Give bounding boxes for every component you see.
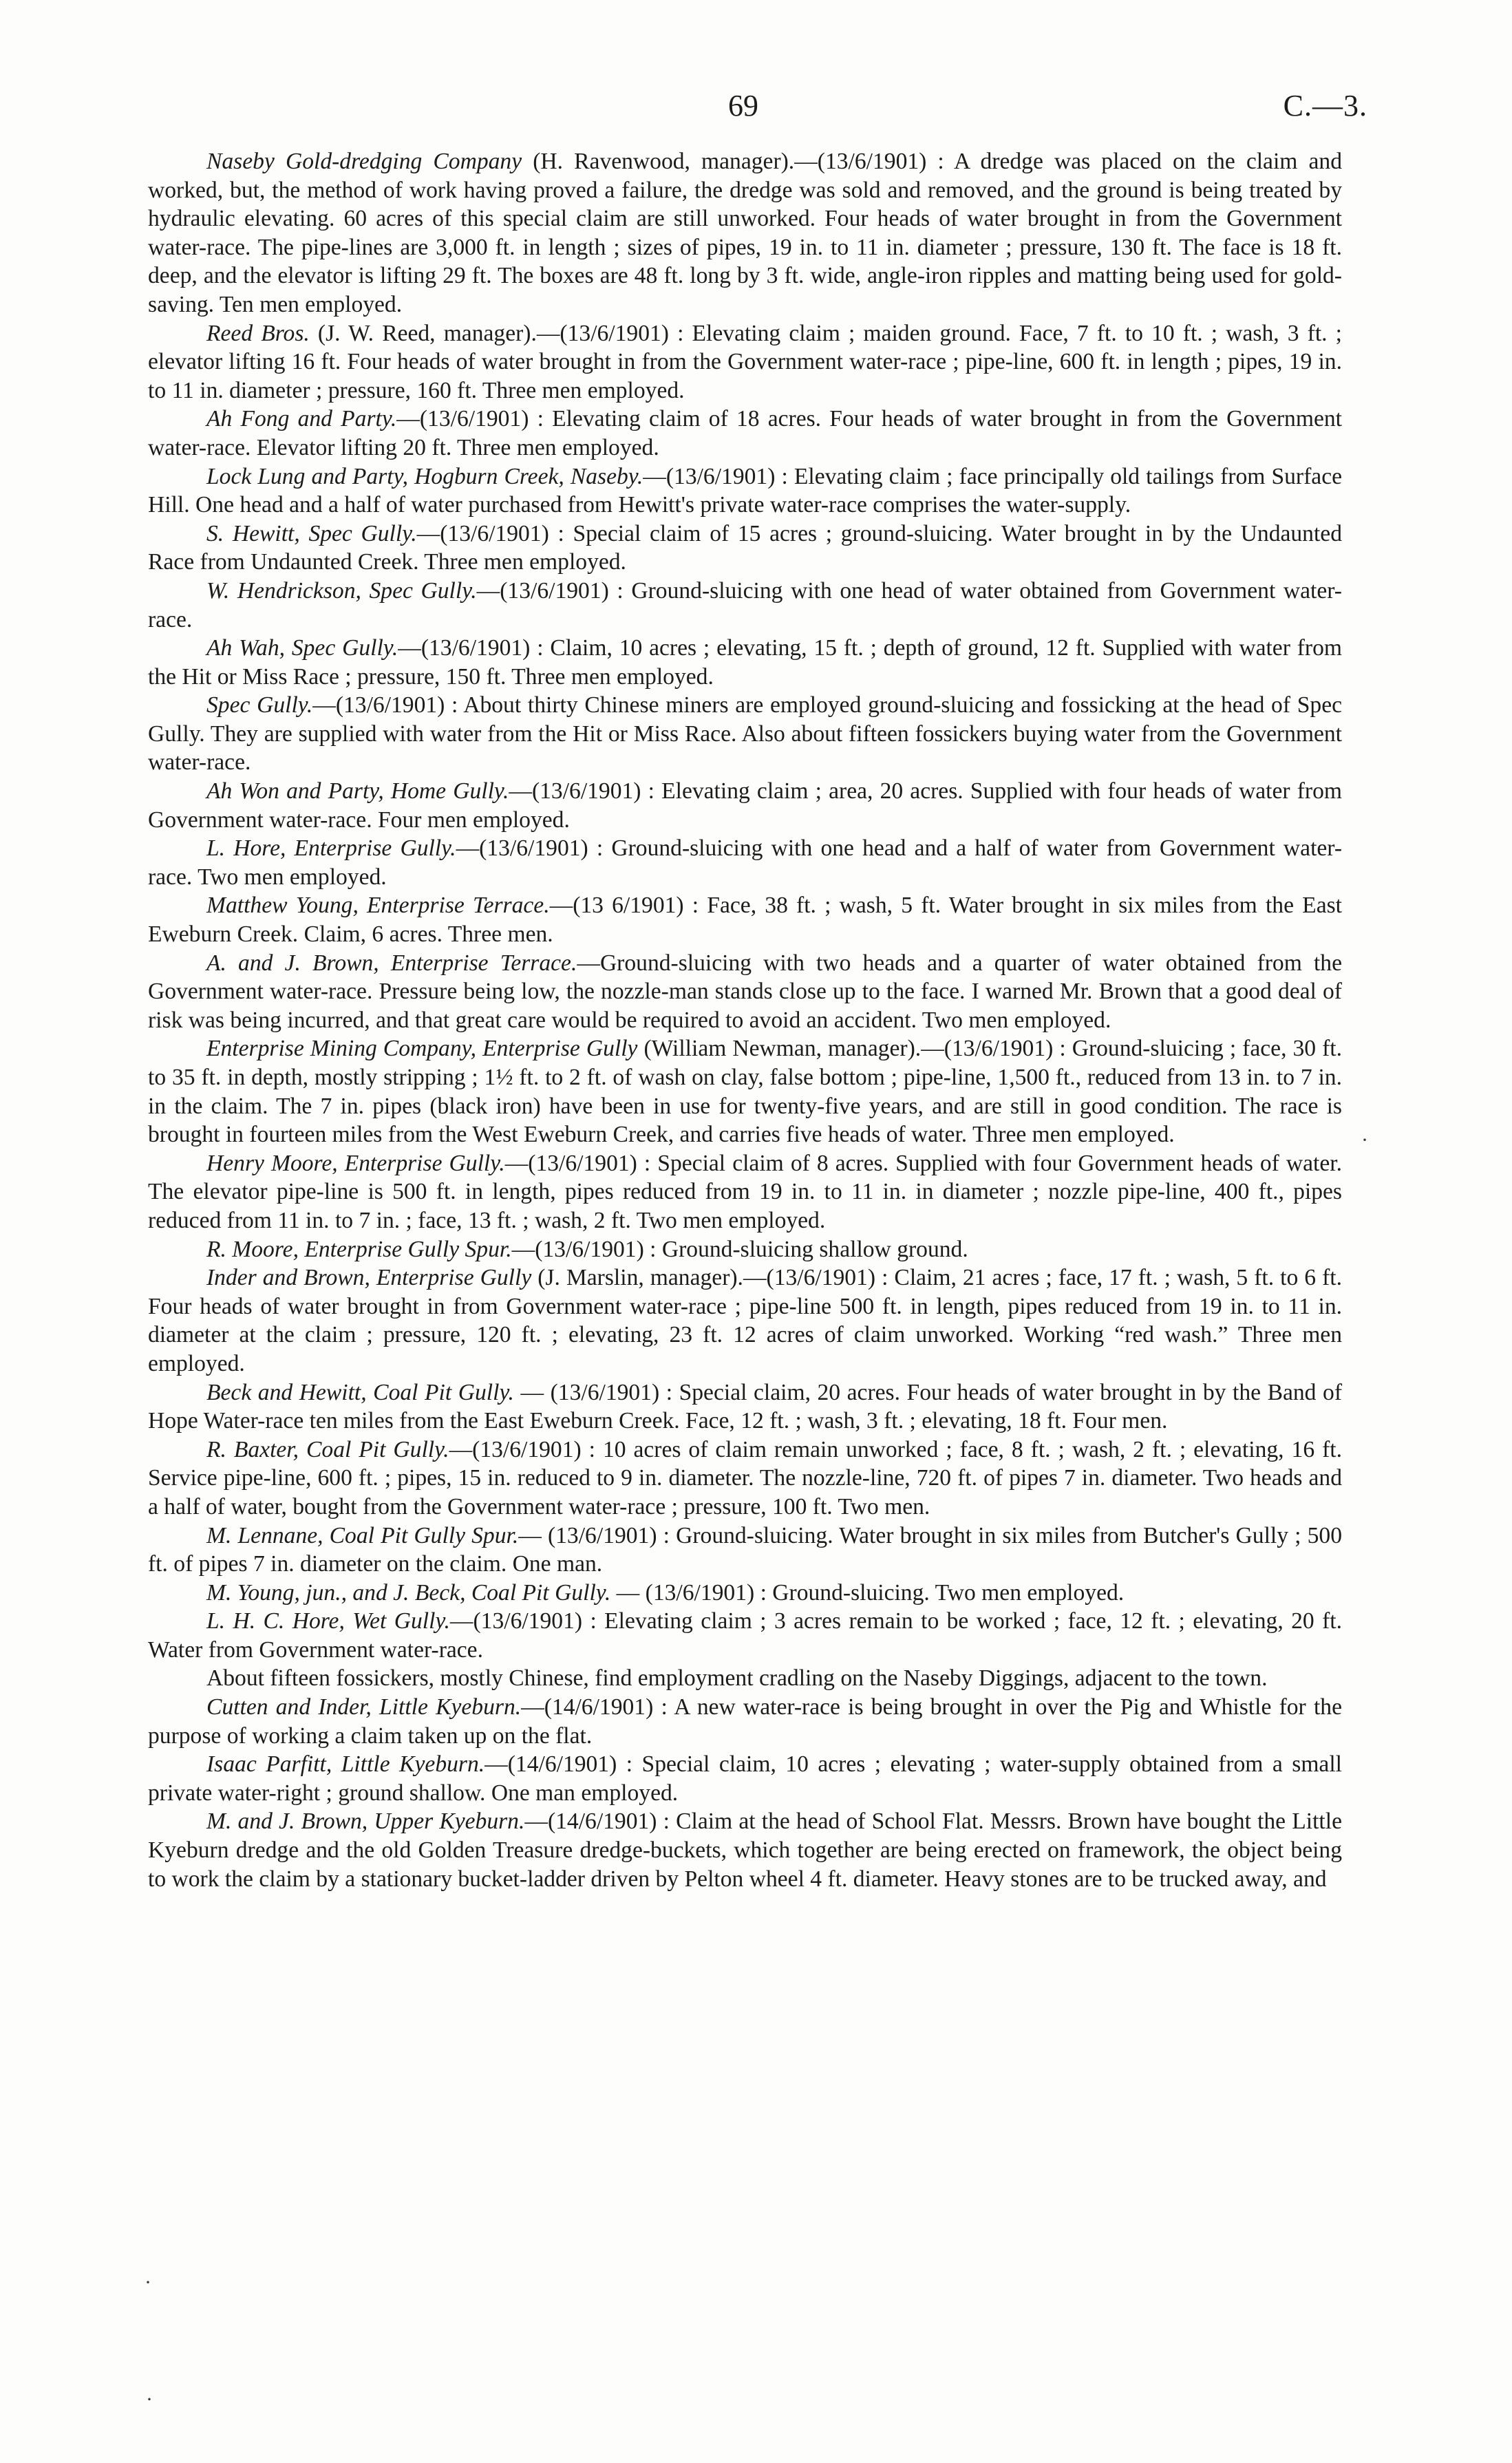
paragraph	[148, 777, 1342, 834]
entry-heading: Isaac Parfitt, Little Kyeburn.	[206, 1751, 485, 1778]
paragraph	[148, 462, 1342, 520]
body-text	[148, 147, 1342, 1893]
entry-heading: M. Lennane, Coal Pit Gully Spur.	[206, 1522, 519, 1548]
entry-heading: Enterprise Mining Company, Enterprise Gully	[206, 1036, 638, 1062]
paragraph	[148, 1664, 1342, 1693]
paragraph	[148, 949, 1342, 1035]
paragraph	[148, 1436, 1342, 1522]
entry-text: —(13/6/1901) : Elevating claim ; face principally old tailings from Surface Hill. One head and a half of water purchased from Hewitt's private water-race comprises the water-supply.	[148, 463, 1342, 518]
entry-text: (J. Marslin, manager).—(13/6/1901) : Claim, 21 acres ; face, 17 ft. ; wash, 5 ft. to 6 ft. Four heads of water brought in from Government water-race ; pipe-line 500 ft. in length, pipes reduced from 19 in. to 11 in. diameter at the claim ; pressure, 120 ft. ; elevating, 23 ft. 12 acres of claim unworked. Working “red wash.” Three men employed.	[148, 1265, 1343, 1376]
paragraph	[148, 147, 1342, 319]
entry-text: —(13/6/1901) : Ground-sluicing with one head and a half of water from Government water-race. Two men employed.	[148, 835, 1342, 890]
scan-speck: ·	[145, 2271, 151, 2294]
paragraph	[148, 1579, 1342, 1608]
entry-text: —(13/6/1901) : Special claim of 15 acres ; ground-sluicing. Water brought in by the Undaunted Race from Undaunted Creek. Three men employed.	[148, 520, 1342, 575]
paragraph	[148, 691, 1342, 777]
entry-heading: Cutten and Inder, Little Kyeburn.	[206, 1694, 522, 1720]
entry-heading: Ah Won and Party, Home Gully.	[206, 778, 509, 804]
entry-heading: Matthew Young, Enterprise Terrace.	[206, 893, 550, 919]
entry-heading: Ah Fong and Party.	[206, 406, 397, 432]
entry-text: — (13/6/1901) : Special claim, 20 acres. Four heads of water brought in by the Band of Hope Water-race ten miles from the East Eweburn Creek. Face, 12 ft. ; wash, 3 ft. ; elevating, 18 ft. Four men.	[148, 1379, 1343, 1434]
paragraph	[148, 319, 1342, 405]
paragraph	[148, 834, 1342, 891]
paragraph	[148, 405, 1342, 462]
entry-heading: Spec Gully.	[206, 692, 313, 718]
scan-speck: ·	[146, 2388, 153, 2411]
paragraph	[148, 1034, 1342, 1149]
entry-heading: L. H. C. Hore, Wet Gully.	[206, 1608, 450, 1634]
document-reference: C.—3.	[1283, 89, 1367, 122]
entry-heading: W. Hendrickson, Spec Gully.	[206, 577, 477, 604]
entry-text: —(13/6/1901) : 10 acres of claim remain unworked ; face, 8 ft. ; wash, 2 ft. ; elevating, 16 ft. Service pipe-line, 600 ft. ; pipes, 15 in. reduced to 9 in. diameter. The nozzle-line, 720 ft. of pipes 7 in. diameter. Two heads and a half of water, bought from the Government water-race ; pressure, 100 ft. Two men.	[148, 1436, 1342, 1520]
entry-text: —(13/6/1901) : Ground-sluicing with one head of water obtained from Government water-race.	[148, 577, 1342, 632]
entry-heading: R. Moore, Enterprise Gully Spur.	[206, 1236, 512, 1262]
entry-text: —(13/6/1901) : About thirty Chinese miners are employed ground-sluicing and fossicking at the head of Spec Gully. They are supplied with water from the Hit or Miss Race. Also about fifteen fossickers buying water from the Government water-race.	[148, 692, 1342, 776]
entry-text: (H. Ravenwood, manager).—(13/6/1901) : A dredge was placed on the claim and worked, but, the method of work having proved a failure, the dredge was sold and removed, and the ground is being treated by hydraulic elevating. 60 acres of this special claim are still unworked. Four heads of water brought in from the Government water-race. The pipe-lines are 3,000 ft. in length ; sizes of pipes, 19 in. to 11 in. diameter ; pressure, 130 ft. The face is 18 ft. deep, and the elevator is lifting 29 ft. The boxes are 48 ft. long by 3 ft. wide, angle-iron ripples and matting being used for gold-saving. Ten men employed.	[148, 149, 1342, 317]
entry-text: —Ground-sluicing with two heads and a quarter of water obtained from the Government water-race. Pressure being low, the nozzle-man stands close up to the face. I warned Mr. Brown that a good deal of risk was being incurred, and that great care would be required to avoid an accident. Two men employed.	[148, 950, 1342, 1033]
entry-heading: L. Hore, Enterprise Gully.	[206, 835, 456, 862]
entry-heading: M. and J. Brown, Upper Kyeburn.	[206, 1809, 525, 1835]
entry-heading: Reed Bros.	[206, 320, 310, 346]
paragraph	[148, 1235, 1342, 1264]
entry-heading: Henry Moore, Enterprise Gully.	[206, 1150, 505, 1176]
entry-text: —(13/6/1901) : Ground-sluicing shallow ground.	[511, 1236, 968, 1262]
entry-text: —(13 6/1901) : Face, 38 ft. ; wash, 5 ft. Water brought in six miles from the East Eweburn Creek. Claim, 6 acres. Three men.	[148, 893, 1342, 948]
entry-heading: Ah Wah, Spec Gully.	[206, 635, 398, 661]
entry-heading: A. and J. Brown, Enterprise Terrace.	[206, 950, 577, 976]
entry-heading: R. Baxter, Coal Pit Gully.	[206, 1436, 449, 1462]
scan-speck: ·	[1361, 1129, 1368, 1151]
entry-text: (J. W. Reed, manager).—(13/6/1901) : Elevating claim ; maiden ground. Face, 7 ft. to 10 ft. ; wash, 3 ft. ; elevator lifting 16 ft. Four heads of water brought in from the Government water-race ; pipe-line, 600 ft. in length ; pipes, 19 in. to 11 in. diameter ; pressure, 160 ft. Three men employed.	[148, 320, 1342, 403]
entry-text: —(14/6/1901) : Claim at the head of School Flat. Messrs. Brown have bought the Little Kyeburn dredge and the old Golden Treasure dredge-buckets, which together are being erected on framework, the object being to work the claim by a stationary bucket-ladder driven by Pelton wheel 4 ft. diameter. Heavy stones are to be trucked away, and	[148, 1809, 1342, 1892]
page-header	[0, 88, 1512, 129]
entry-heading: M. Young, jun., and J. Beck, Coal Pit Gully.	[206, 1579, 611, 1606]
entry-text: —(14/6/1901) : A new water-race is being brought in over the Pig and Whistle for the purpose of working a claim taken up on the flat.	[148, 1694, 1342, 1749]
paragraph	[148, 1750, 1342, 1807]
paragraph	[148, 577, 1342, 634]
paragraph	[148, 1807, 1342, 1893]
entry-text: — (13/6/1901) : Ground-sluicing. Water brought in six miles from Butcher's Gully ; 500 ft. of pipes 7 in. diameter on the claim. One man.	[148, 1522, 1342, 1577]
entry-text: —(13/6/1901) : Claim, 10 acres ; elevating, 15 ft. ; depth of ground, 12 ft. Supplied with water from the Hit or Miss Race ; pressure, 150 ft. Three men employed.	[148, 635, 1343, 690]
entry-text: —(13/6/1901) : Special claim of 8 acres. Supplied with four Government heads of water. The elevator pipe-line is 500 ft. in length, pipes reduced from 19 in. to 11 in. in diameter ; nozzle pipe-line, 400 ft., pipes reduced from 11 in. to 7 in. ; face, 13 ft. ; wash, 2 ft. Two men employed.	[148, 1150, 1343, 1233]
paragraph	[148, 1149, 1342, 1235]
entry-text: About fifteen fossickers, mostly Chinese, find employment cradling on the Naseby Diggings, adjacent to the town.	[206, 1665, 1268, 1692]
entry-heading: Lock Lung and Party, Hogburn Creek, Naseby.	[206, 463, 643, 489]
entry-heading: Inder and Brown, Enterprise Gully	[206, 1265, 532, 1291]
paragraph	[148, 891, 1342, 948]
entry-text: —(14/6/1901) : Special claim, 10 acres ; elevating ; water-supply obtained from a small private water-right ; ground shallow. One man employed.	[148, 1751, 1342, 1806]
entry-text: —(13/6/1901) : Elevating claim of 18 acres. Four heads of water brought in from the Government water-race. Elevator lifting 20 ft. Three men employed.	[148, 406, 1342, 460]
page-number: 69	[728, 89, 758, 122]
entry-heading: S. Hewitt, Spec Gully.	[206, 520, 417, 546]
paragraph	[148, 1693, 1342, 1750]
entry-heading: Beck and Hewitt, Coal Pit Gully.	[206, 1379, 514, 1405]
entry-heading: Naseby Gold-dredging Company	[206, 149, 522, 174]
paragraph	[148, 520, 1342, 577]
paragraph	[148, 634, 1342, 691]
paragraph	[148, 1607, 1342, 1664]
entry-text: —(13/6/1901) : Elevating claim ; 3 acres remain to be worked ; face, 12 ft. ; elevating, 20 ft. Water from Government water-race.	[148, 1608, 1342, 1663]
entry-text: —(13/6/1901) : Elevating claim ; area, 20 acres. Supplied with four heads of water from Government water-race. Four men employed.	[148, 778, 1343, 833]
entry-text: — (13/6/1901) : Ground-sluicing. Two men employed.	[610, 1579, 1125, 1606]
entry-text: (William Newman, manager).—(13/6/1901) : Ground-sluicing ; face, 30 ft. to 35 ft. in depth, mostly stripping ; 1½ ft. to 2 ft. of wash on clay, false bottom ; pipe-line, 1,500 ft., reduced from 13 in. to 7 in. in the claim. The 7 in. pipes (black iron) have been in use for twenty-five years, and are still in good condition. The race is brought in fourteen miles from the West Eweburn Creek, and carries five heads of water. Three men employed.	[148, 1036, 1342, 1148]
paragraph	[148, 1264, 1342, 1378]
paragraph	[148, 1522, 1342, 1579]
paragraph	[148, 1378, 1342, 1436]
